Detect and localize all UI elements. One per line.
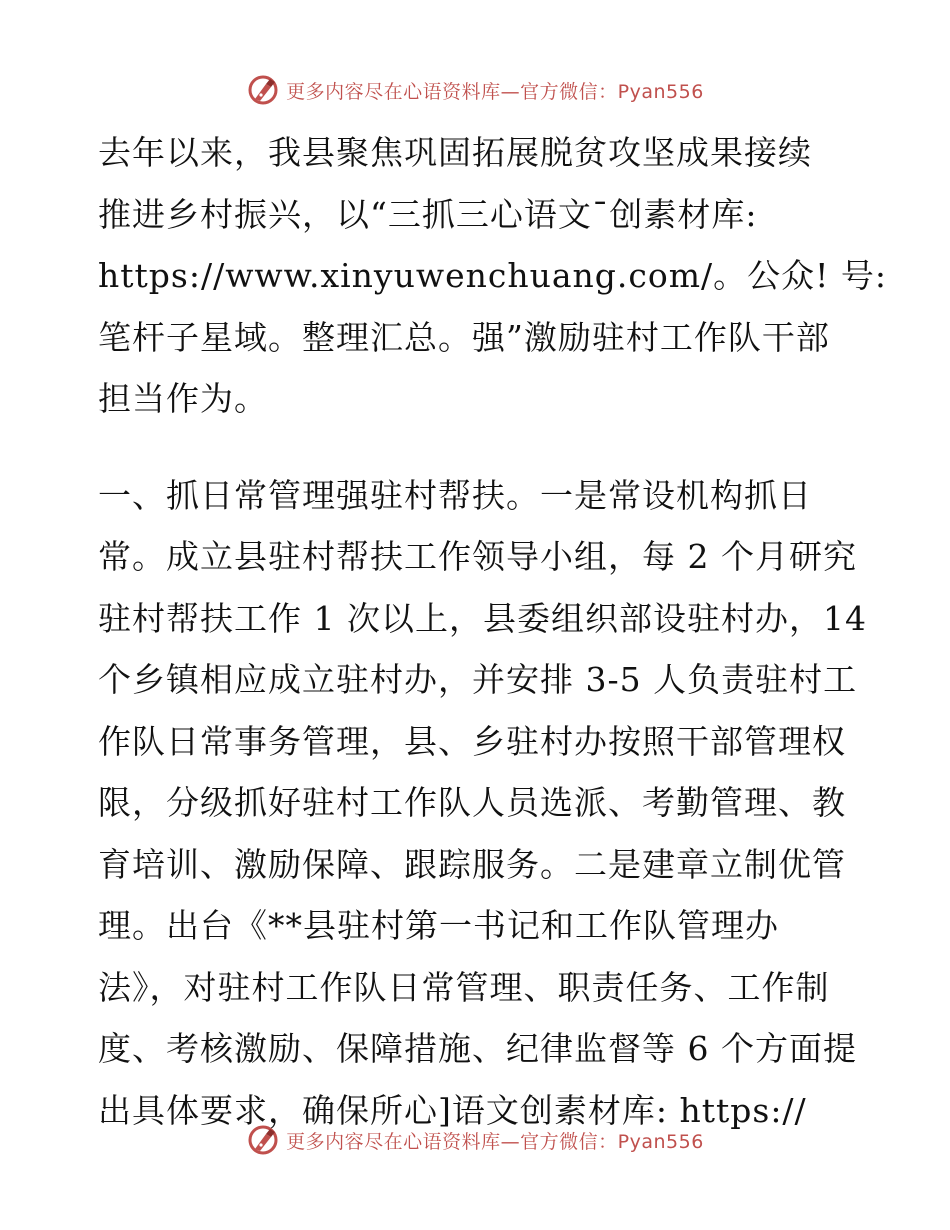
text-line: 限，分级抓好驻村工作队人员选派、考勤管理、教	[98, 783, 846, 822]
text-line: 育培训、激励保障、跟踪服务。二是建章立制优管	[98, 844, 846, 884]
text-line: 度、考核激励、保障措施、纪律监督等 6 个方面提	[98, 1029, 857, 1068]
text-line: 笔杆子星域。整理汇总。强”激励驻村工作队干部	[98, 317, 830, 357]
paragraph-section-one	[98, 465, 867, 1142]
text-line: 去年以来，我县聚焦巩固拓展脱贫攻坚成果接续	[98, 133, 812, 172]
text-line: 推进乡村振兴，以“三抓三心语文¯创素材库:	[98, 194, 758, 234]
text-line: 一、抓日常管理强驻村帮扶。一是常设机构抓日	[98, 475, 812, 515]
footer-watermark-inner	[246, 1123, 704, 1157]
paragraph-intro	[98, 122, 888, 430]
text-line: 个乡镇相应成立驻村办，并安排 3-5 人负责驻村工	[98, 660, 858, 699]
text-line: https://www.xinyuwenchuang.com/。公众! 号:	[98, 256, 888, 295]
pen-nib-logo-icon	[246, 73, 280, 107]
footer-watermark-banner	[0, 1120, 950, 1160]
text-line: 作队日常事务管理，县、乡驻村办按照干部管理权	[98, 721, 846, 761]
pen-nib-logo-icon	[246, 1123, 280, 1157]
text-line: 法》，对驻村工作队日常管理、职责任务、工作制	[98, 967, 830, 1007]
text-line: 常。成立县驻村帮扶工作领导小组，每 2 个月研究	[98, 537, 857, 576]
header-watermark-text: 更多内容尽在心语资料库—官方微信：Pyan556	[286, 80, 704, 103]
footer-watermark-text: 更多内容尽在心语资料库—官方微信：Pyan556	[286, 1130, 704, 1153]
paragraph-spacer	[98, 430, 858, 465]
document-body	[98, 122, 888, 1141]
header-watermark-banner	[0, 70, 950, 110]
text-line: 理。出台《**县驻村第一书记和工作队管理办	[98, 906, 779, 945]
text-line: 驻村帮扶工作 1 次以上，县委组织部设驻村办，14	[98, 598, 867, 638]
text-line: 担当作为。	[98, 379, 268, 418]
header-watermark-inner	[246, 73, 704, 107]
text-line: 出具体要求，确保所心]语文创素材库: https://	[98, 1090, 807, 1130]
